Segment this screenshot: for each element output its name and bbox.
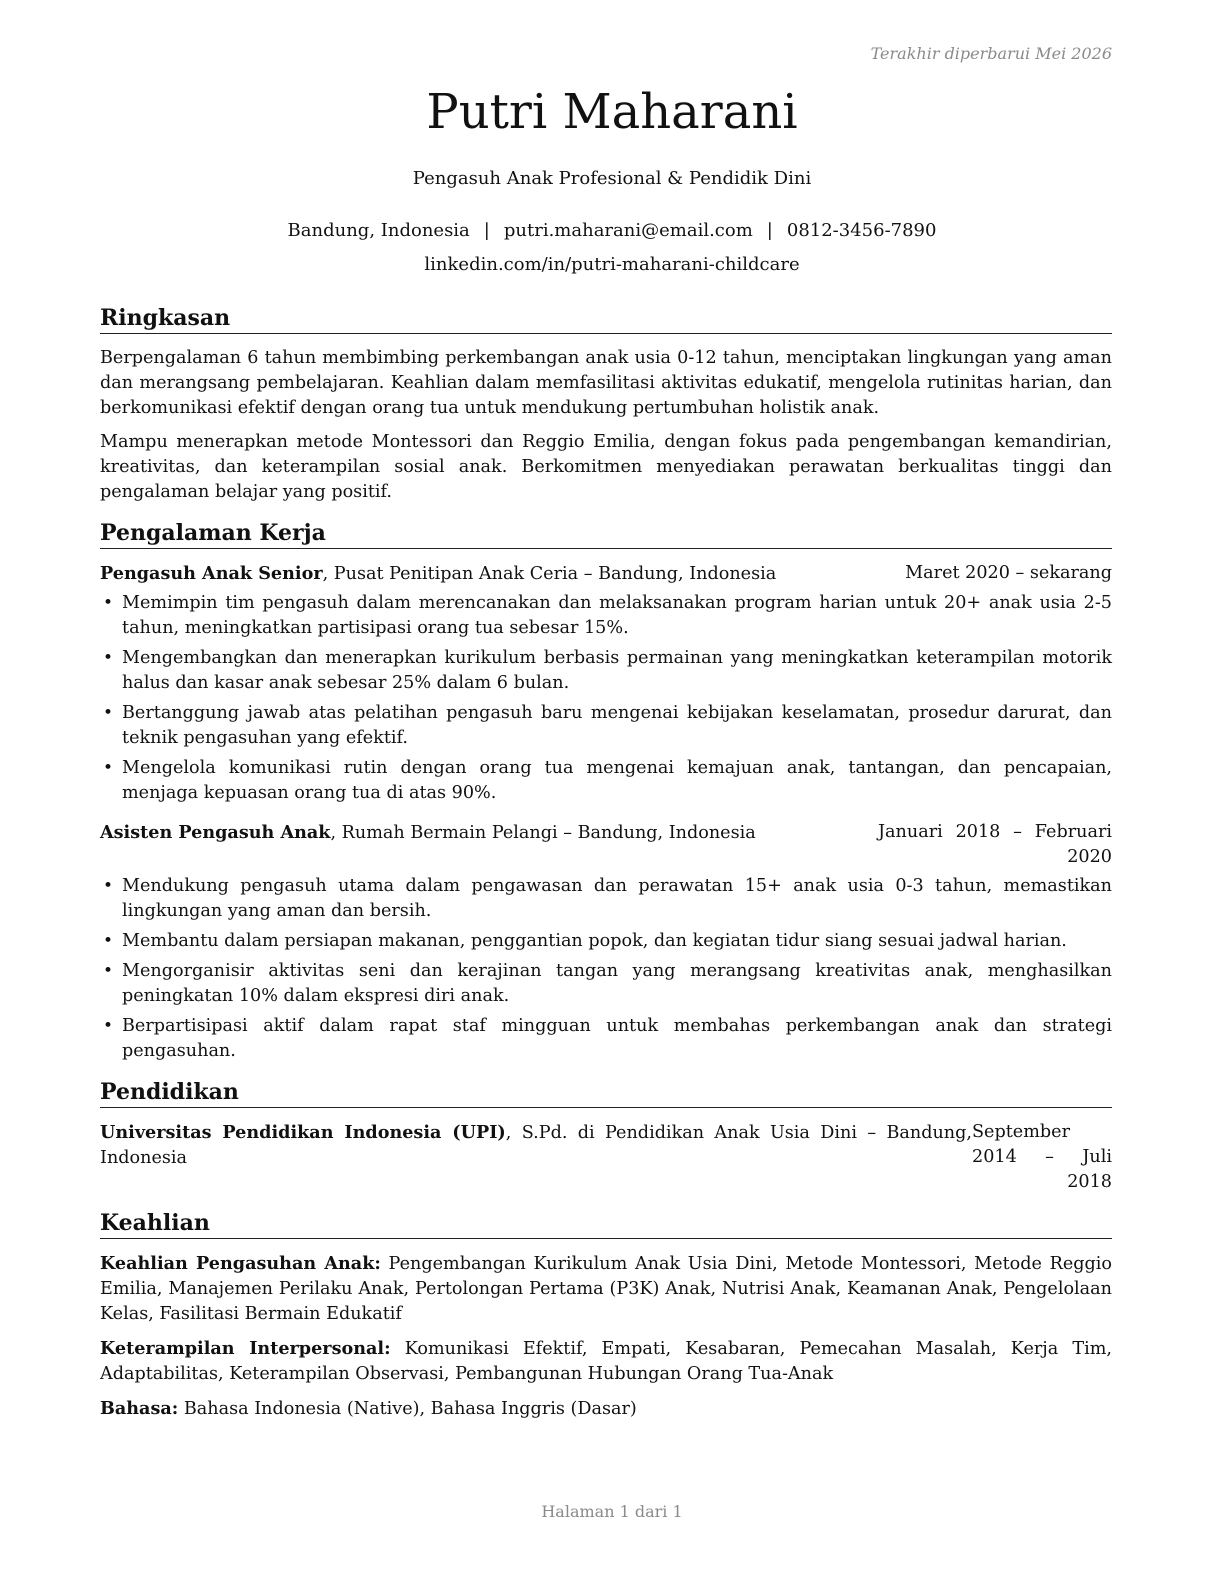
location: Bandung, Indonesia bbox=[287, 220, 470, 241]
job-title-line bbox=[100, 820, 866, 846]
linkedin-link[interactable]: linkedin.com/in/putri-maharani-childcare bbox=[424, 254, 800, 275]
section-heading-experience: Pengalaman Kerja bbox=[100, 519, 1112, 549]
phone-number: 0812-3456-7890 bbox=[786, 220, 937, 241]
bullet-text: Mendukung pengasuh utama dalam pengawasan dan perawatan 15+ anak usia 0-3 tahun, memastikan lingkungan yang aman dan bersih. bbox=[122, 876, 1112, 921]
skill-group bbox=[100, 1251, 1112, 1327]
job-bullet-list bbox=[100, 591, 1112, 806]
job-organization: , Rumah Bermain Pelangi – Bandung, Indonesia bbox=[330, 823, 756, 843]
bullet-text: Mengelola komunikasi rutin dengan orang tua mengenai kemajuan anak, tantangan, dan pencapaian, menjaga kepuasan orang tua di atas 90%. bbox=[122, 758, 1112, 803]
education-section bbox=[100, 1078, 1112, 1195]
experience-section bbox=[100, 519, 1112, 1064]
job-title-line bbox=[100, 561, 893, 587]
skill-group-text: Komunikasi Efektif, Empati, Kesabaran, Pemecahan Masalah, Kerja Tim, Adaptabilitas, Keterampilan Observasi, Pembangunan Hubungan Orang Tua-Anak bbox=[100, 1339, 1112, 1384]
job-header bbox=[100, 820, 1112, 870]
candidate-role: Pengasuh Anak Profesional & Pendidik Dini bbox=[412, 168, 812, 189]
education-entry bbox=[100, 1120, 1112, 1195]
job-header bbox=[100, 561, 1112, 587]
skill-group-text: Pengembangan Kurikulum Anak Usia Dini, Metode Montessori, Metode Reggio Emilia, Manajemen Perilaku Anak, Pertolongan Pertama (P3K) Anak, Nutrisi Anak, Keamanan Anak, Pengelolaan Kelas, Fasilitasi Bermain Edukatif bbox=[100, 1254, 1112, 1324]
bullet-text: Mengorganisir aktivitas seni dan kerajinan tangan yang merangsang kreativitas anak, menghasilkan peningkatan 10% dalam ekspresi diri anak. bbox=[122, 961, 1112, 1006]
list-item bbox=[100, 874, 1112, 924]
skill-group bbox=[100, 1396, 1112, 1422]
bullet-icon: • bbox=[103, 758, 114, 778]
contact-line bbox=[0, 220, 1224, 241]
job-title: Asisten Pengasuh Anak bbox=[100, 822, 331, 843]
page-number: Halaman 1 dari 1 bbox=[541, 1502, 683, 1521]
bullet-icon: • bbox=[103, 961, 114, 981]
list-item bbox=[100, 756, 1112, 806]
list-item bbox=[100, 646, 1112, 696]
list-item bbox=[100, 929, 1112, 954]
candidate-name: Putri Maharani bbox=[426, 84, 798, 140]
job-dates: Januari 2018 – Februari 2020 bbox=[878, 822, 1112, 867]
skills-section bbox=[100, 1209, 1112, 1422]
list-item bbox=[100, 591, 1112, 641]
skill-group-text: Bahasa Indonesia (Native), Bahasa Inggris (Dasar) bbox=[178, 1399, 637, 1419]
summary-paragraph: Mampu menerapkan metode Montessori dan Reggio Emilia, dengan fokus pada pengembangan kemandirian, kreativitas, dan keterampilan sosial anak. Berkomitmen menyediakan perawatan berkualitas tinggi dan pengalaman belajar yang positif. bbox=[100, 432, 1112, 502]
bullet-icon: • bbox=[103, 648, 114, 668]
bullet-icon: • bbox=[103, 876, 114, 896]
education-title-line bbox=[100, 1120, 972, 1171]
bullet-text: Membantu dalam persiapan makanan, penggantian popok, dan kegiatan tidur siang sesuai jadwal harian. bbox=[122, 931, 1067, 951]
bullet-text: Berpartisipasi aktif dalam rapat staf mingguan untuk membahas perkembangan anak dan strategi pengasuhan. bbox=[122, 1016, 1112, 1061]
bullet-icon: • bbox=[103, 931, 114, 951]
degree-detail: , S.Pd. di Pendidikan Anak Usia Dini – Bandung, Indonesia bbox=[100, 1123, 972, 1168]
bullet-icon: • bbox=[103, 1016, 114, 1036]
list-item bbox=[100, 701, 1112, 751]
bullet-text: Bertanggung jawab atas pelatihan pengasuh baru mengenai kebijakan keselamatan, prosedur darurat, dan teknik pengasuhan yang efektif. bbox=[122, 703, 1112, 748]
job-title: Pengasuh Anak Senior bbox=[100, 563, 323, 584]
job-organization: , Pusat Penitipan Anak Ceria – Bandung, Indonesia bbox=[322, 564, 777, 584]
education-dates: September 2014 – Juli 2018 bbox=[972, 1122, 1112, 1192]
summary-section bbox=[100, 304, 1112, 505]
last-updated-note: Terakhir diperbarui Mei 2026 bbox=[870, 44, 1112, 63]
section-heading-education: Pendidikan bbox=[100, 1078, 1112, 1108]
bullet-text: Memimpin tim pengasuh dalam merencanakan dan melaksanakan program harian untuk 20+ anak usia 2-5 tahun, meningkatkan partisipasi orang tua sebesar 15%. bbox=[122, 593, 1112, 638]
email-link[interactable]: putri.maharani@email.com bbox=[503, 220, 753, 241]
bullet-icon: • bbox=[103, 593, 114, 613]
list-item bbox=[100, 1014, 1112, 1064]
summary-paragraph: Berpengalaman 6 tahun membimbing perkembangan anak usia 0-12 tahun, menciptakan lingkungan yang aman dan merangsang pembelajaran. Keahlian dalam memfasilitasi aktivitas edukatif, mengelola rutinitas harian, dan berkomunikasi efektif dengan orang tua untuk mendukung pertumbuhan holistik anak. bbox=[100, 348, 1112, 418]
bullet-icon: • bbox=[103, 703, 114, 723]
section-heading-skills: Keahlian bbox=[100, 1209, 1112, 1239]
job-dates: Maret 2020 – sekarang bbox=[905, 563, 1112, 583]
section-heading-summary: Ringkasan bbox=[100, 304, 1112, 334]
skill-group bbox=[100, 1336, 1112, 1387]
skill-group-label: Keahlian Pengasuhan Anak: bbox=[100, 1253, 381, 1274]
job-bullet-list bbox=[100, 874, 1112, 1064]
skill-group-label: Bahasa: bbox=[100, 1398, 179, 1419]
school-name: Universitas Pendidikan Indonesia (UPI) bbox=[100, 1122, 506, 1143]
resume-content bbox=[100, 304, 1112, 1436]
contact-separator: | bbox=[483, 220, 490, 241]
contact-separator: | bbox=[766, 220, 773, 241]
list-item bbox=[100, 959, 1112, 1009]
bullet-text: Mengembangkan dan menerapkan kurikulum berbasis permainan yang meningkatkan keterampilan motorik halus dan kasar anak sebesar 25% dalam 6 bulan. bbox=[122, 648, 1112, 693]
skill-group-label: Keterampilan Interpersonal: bbox=[100, 1338, 391, 1359]
